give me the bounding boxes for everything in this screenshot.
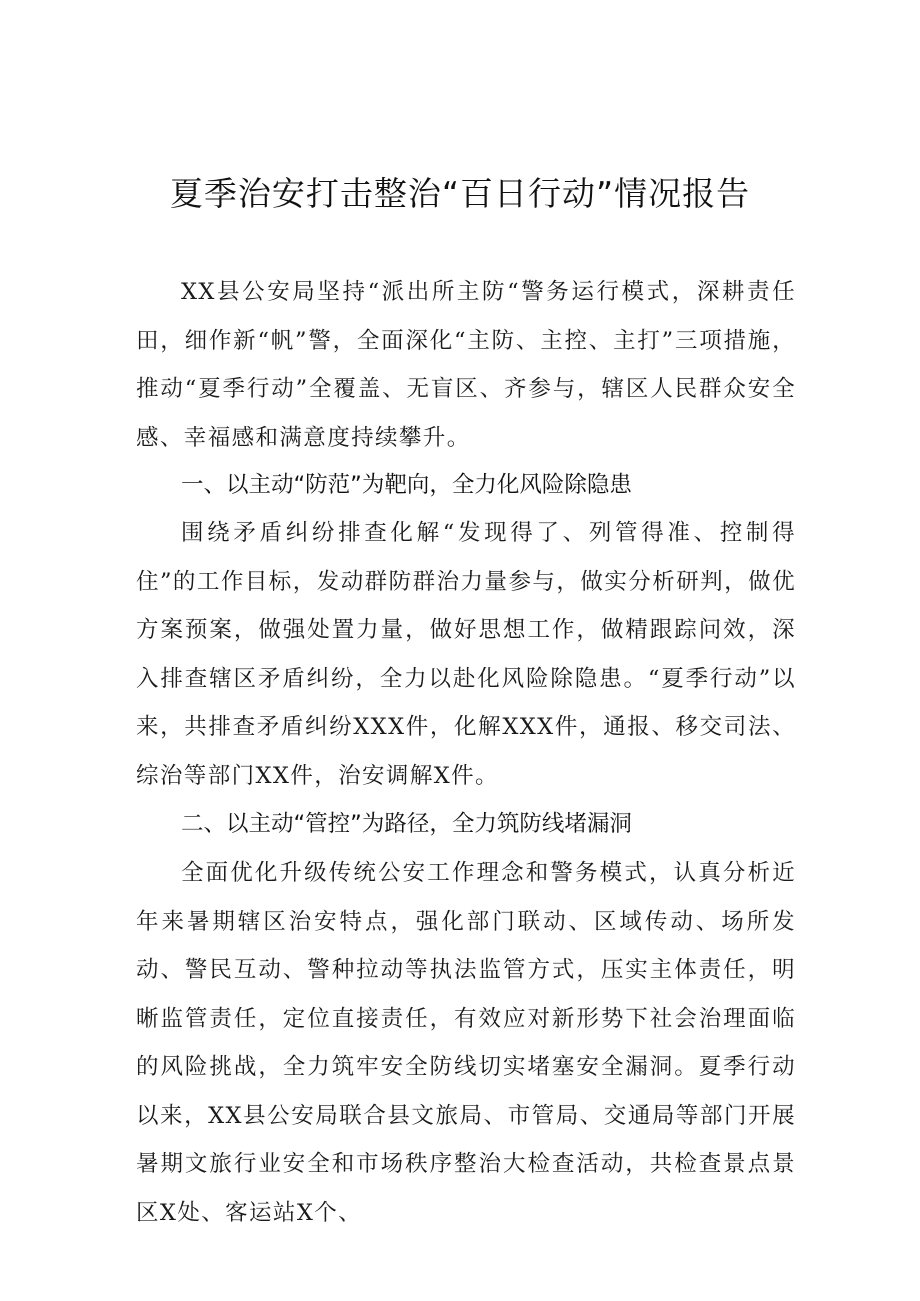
section-heading-control: 二、以主动“管控”为路径，全力筑防线堵漏洞 [181,811,632,837]
section-heading-prevention: 一、以主动“防范”为靶向，全力化风险除隐患 [181,472,632,498]
section-body-control: 全面优化升级传统公安工作理念和警务模式，认真分析近年来暑期辖区治安特点，强化部门联动、区域传动、场所发动、警民互动、警种拉动等执法监管方式，压实主体责任，明晰监管责任，定位直接责任，有效应对新形势下社会治理面临的风险挑战，全力筑牢安全防线切实堵塞安全漏洞。夏季行动以来，XX县公安局联合县文旅局、市管局、交通局等部门开展暑期文旅行业安全和市场秩序整治大检查活动，共检查景点景区X处、客运站X个、 [136,860,796,1226]
intro-paragraph: XX县公安局坚持“派出所主防“警务运行模式，深耕责任田，细作新“帆”警，全面深化“主防、主控、主打”三项措施，推动“夏季行动”全覆盖、无盲区、齐参与，辖区人民群众安全感、幸福感和满意度持续攀升。 [136,279,796,451]
section-body-prevention: 围绕矛盾纠纷排查化解“发现得了、列管得准、控制得住”的工作目标，发动群防群治力量参与，做实分析研判，做优方案预案，做强处置力量，做好思想工作，做精跟踪问效，深入排查辖区矛盾纠纷，全力以赴化风险除隐患。“夏季行动”以来，共排查矛盾纠纷XXX件，化解XXX件，通报、移交司法、综治等部门XX件，治安调解X件。 [136,520,796,789]
document-title: 夏季治安打击整治“百日行动”情况报告 [169,174,751,213]
